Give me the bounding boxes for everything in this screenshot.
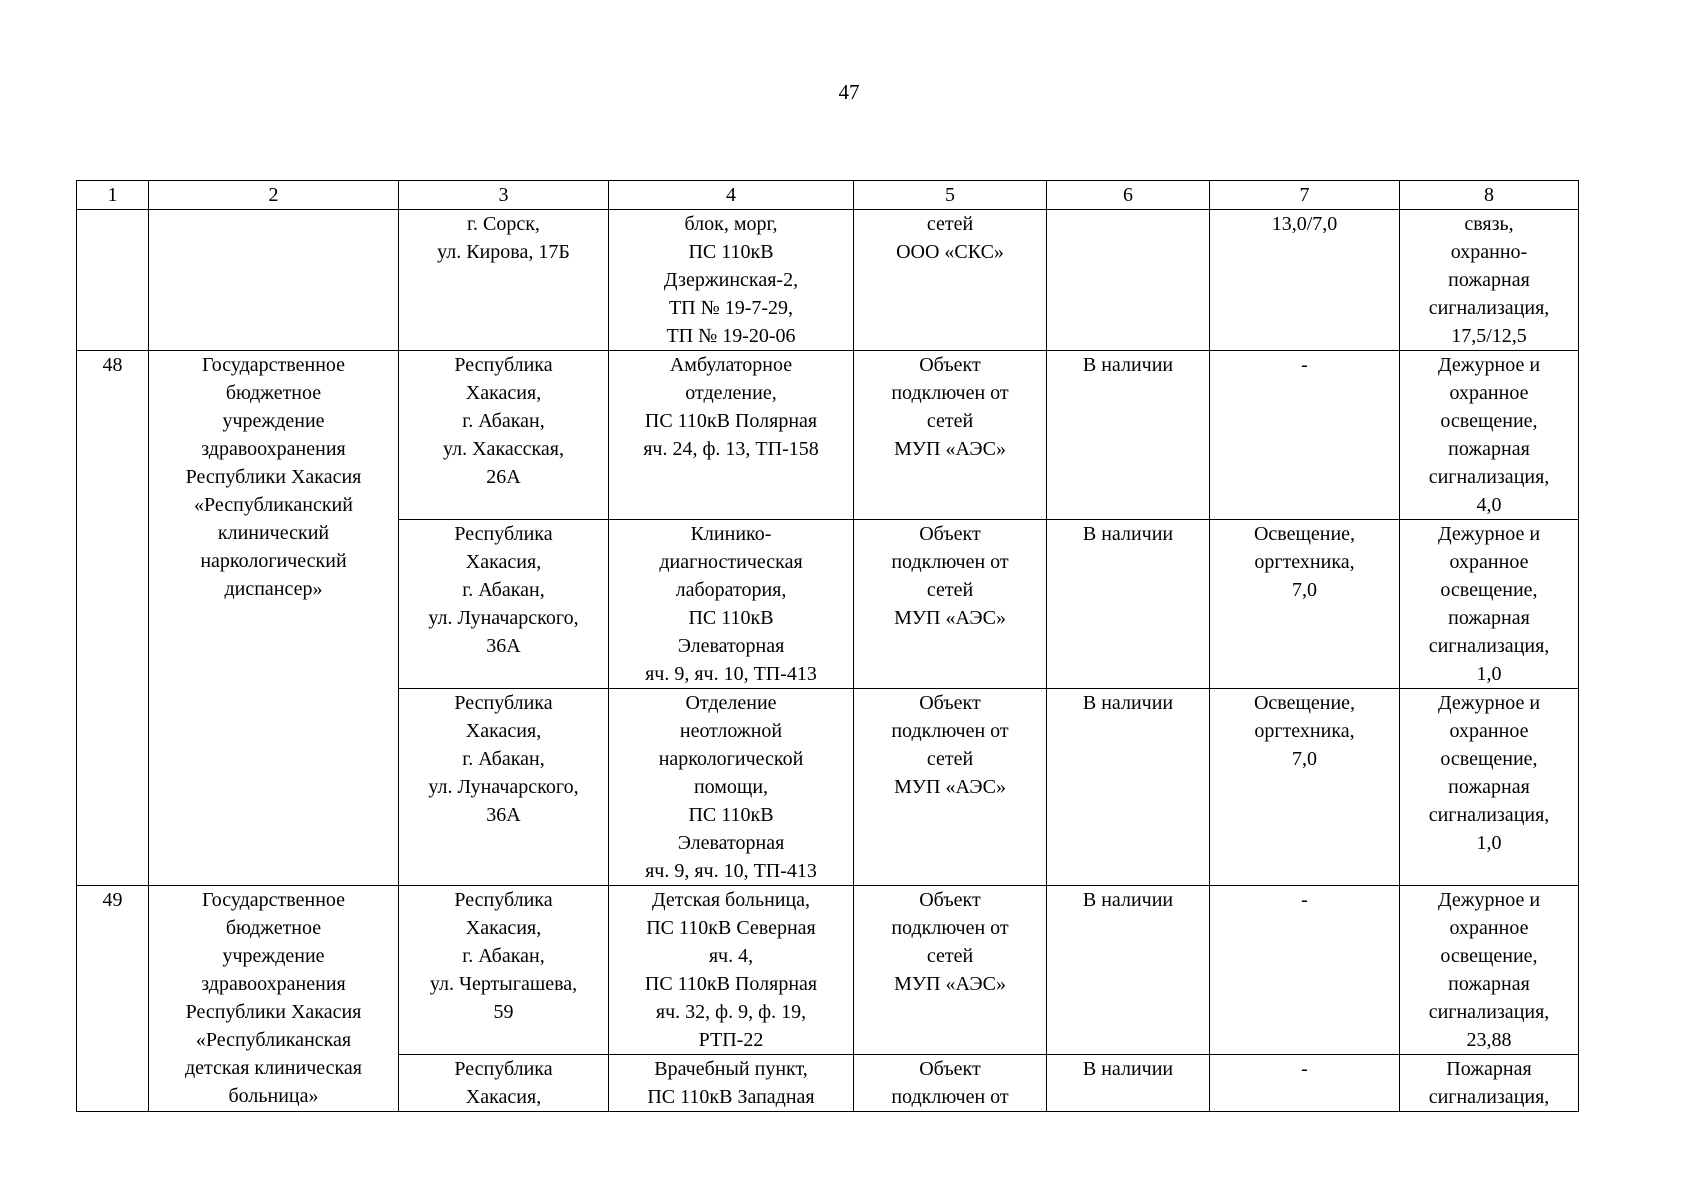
address-cell: Республика Хакасия, г. Абакан, ул. Чертыгашева, 59 — [399, 886, 609, 1055]
page-number: 47 — [838, 80, 860, 104]
header-col-1: 1 — [77, 181, 149, 210]
document-table — [76, 180, 1579, 1112]
availability-cell: В наличии — [1047, 689, 1210, 886]
row-number-cell: 49 — [77, 886, 149, 1112]
connection-cell: Объект подключен от сетей МУП «АЭС» — [854, 520, 1047, 689]
load-col7-cell: - — [1210, 1055, 1400, 1112]
row-number-cell — [77, 210, 149, 351]
header-col-3: 3 — [399, 181, 609, 210]
object-cell: Амбулаторное отделение, ПС 110кВ Полярная яч. 24, ф. 13, ТП-158 — [609, 351, 854, 520]
object-cell: Детская больница, ПС 110кВ Северная яч. 4, ПС 110кВ Полярная яч. 32, ф. 9, ф. 19, РТП-22 — [609, 886, 854, 1055]
load-col8-cell: связь, охранно- пожарная сигнализация, 17,5/12,5 — [1400, 210, 1579, 351]
connection-cell: Объект подключен от сетей МУП «АЭС» — [854, 886, 1047, 1055]
load-col8-cell: Дежурное и охранное освещение, пожарная сигнализация, 23,88 — [1400, 886, 1579, 1055]
load-col8-cell: Дежурное и охранное освещение, пожарная сигнализация, 4,0 — [1400, 351, 1579, 520]
connection-cell: Объект подключен от — [854, 1055, 1047, 1112]
table-row — [77, 210, 1579, 351]
load-col8-cell: Дежурное и охранное освещение, пожарная сигнализация, 1,0 — [1400, 689, 1579, 886]
availability-cell: В наличии — [1047, 520, 1210, 689]
header-col-8: 8 — [1400, 181, 1579, 210]
address-cell: Республика Хакасия, г. Абакан, ул. Луначарского, 36А — [399, 520, 609, 689]
load-col7-cell: 13,0/7,0 — [1210, 210, 1400, 351]
load-col8-cell: Дежурное и охранное освещение, пожарная сигнализация, 1,0 — [1400, 520, 1579, 689]
availability-cell — [1047, 210, 1210, 351]
connection-cell: Объект подключен от сетей МУП «АЭС» — [854, 351, 1047, 520]
row-number-cell: 48 — [77, 351, 149, 886]
connection-cell: сетей ООО «СКС» — [854, 210, 1047, 351]
header-col-4: 4 — [609, 181, 854, 210]
header-col-5: 5 — [854, 181, 1047, 210]
load-col7-cell: Освещение, оргтехника, 7,0 — [1210, 520, 1400, 689]
object-cell: Отделение неотложной наркологической помощи, ПС 110кВ Элеваторная яч. 9, яч. 10, ТП-413 — [609, 689, 854, 886]
table-row — [77, 351, 1579, 520]
header-row — [77, 181, 1579, 210]
object-cell: блок, морг, ПС 110кВ Дзержинская-2, ТП № 19-7-29, ТП № 19-20-06 — [609, 210, 854, 351]
load-col8-cell: Пожарная сигнализация, — [1400, 1055, 1579, 1112]
address-cell: Республика Хакасия, г. Абакан, ул. Луначарского, 36А — [399, 689, 609, 886]
load-col7-cell: - — [1210, 886, 1400, 1055]
organization-cell — [149, 210, 399, 351]
object-cell: Врачебный пункт, ПС 110кВ Западная — [609, 1055, 854, 1112]
availability-cell: В наличии — [1047, 351, 1210, 520]
header-col-2: 2 — [149, 181, 399, 210]
object-cell: Клинико- диагностическая лаборатория, ПС 110кВ Элеваторная яч. 9, яч. 10, ТП-413 — [609, 520, 854, 689]
address-cell: Республика Хакасия, г. Абакан, ул. Хакасская, 26А — [399, 351, 609, 520]
table-row — [77, 886, 1579, 1055]
header-col-6: 6 — [1047, 181, 1210, 210]
availability-cell: В наличии — [1047, 886, 1210, 1055]
load-col7-cell: Освещение, оргтехника, 7,0 — [1210, 689, 1400, 886]
load-col7-cell: - — [1210, 351, 1400, 520]
address-cell: г. Сорск, ул. Кирова, 17Б — [399, 210, 609, 351]
address-cell: Республика Хакасия, — [399, 1055, 609, 1112]
availability-cell: В наличии — [1047, 1055, 1210, 1112]
organization-cell: Государственное бюджетное учреждение здравоохранения Республики Хакасия «Республиканская детская клиническая больница» — [149, 886, 399, 1112]
connection-cell: Объект подключен от сетей МУП «АЭС» — [854, 689, 1047, 886]
organization-cell: Государственное бюджетное учреждение здравоохранения Республики Хакасия «Республиканский клинический наркологический диспансер» — [149, 351, 399, 886]
header-col-7: 7 — [1210, 181, 1400, 210]
